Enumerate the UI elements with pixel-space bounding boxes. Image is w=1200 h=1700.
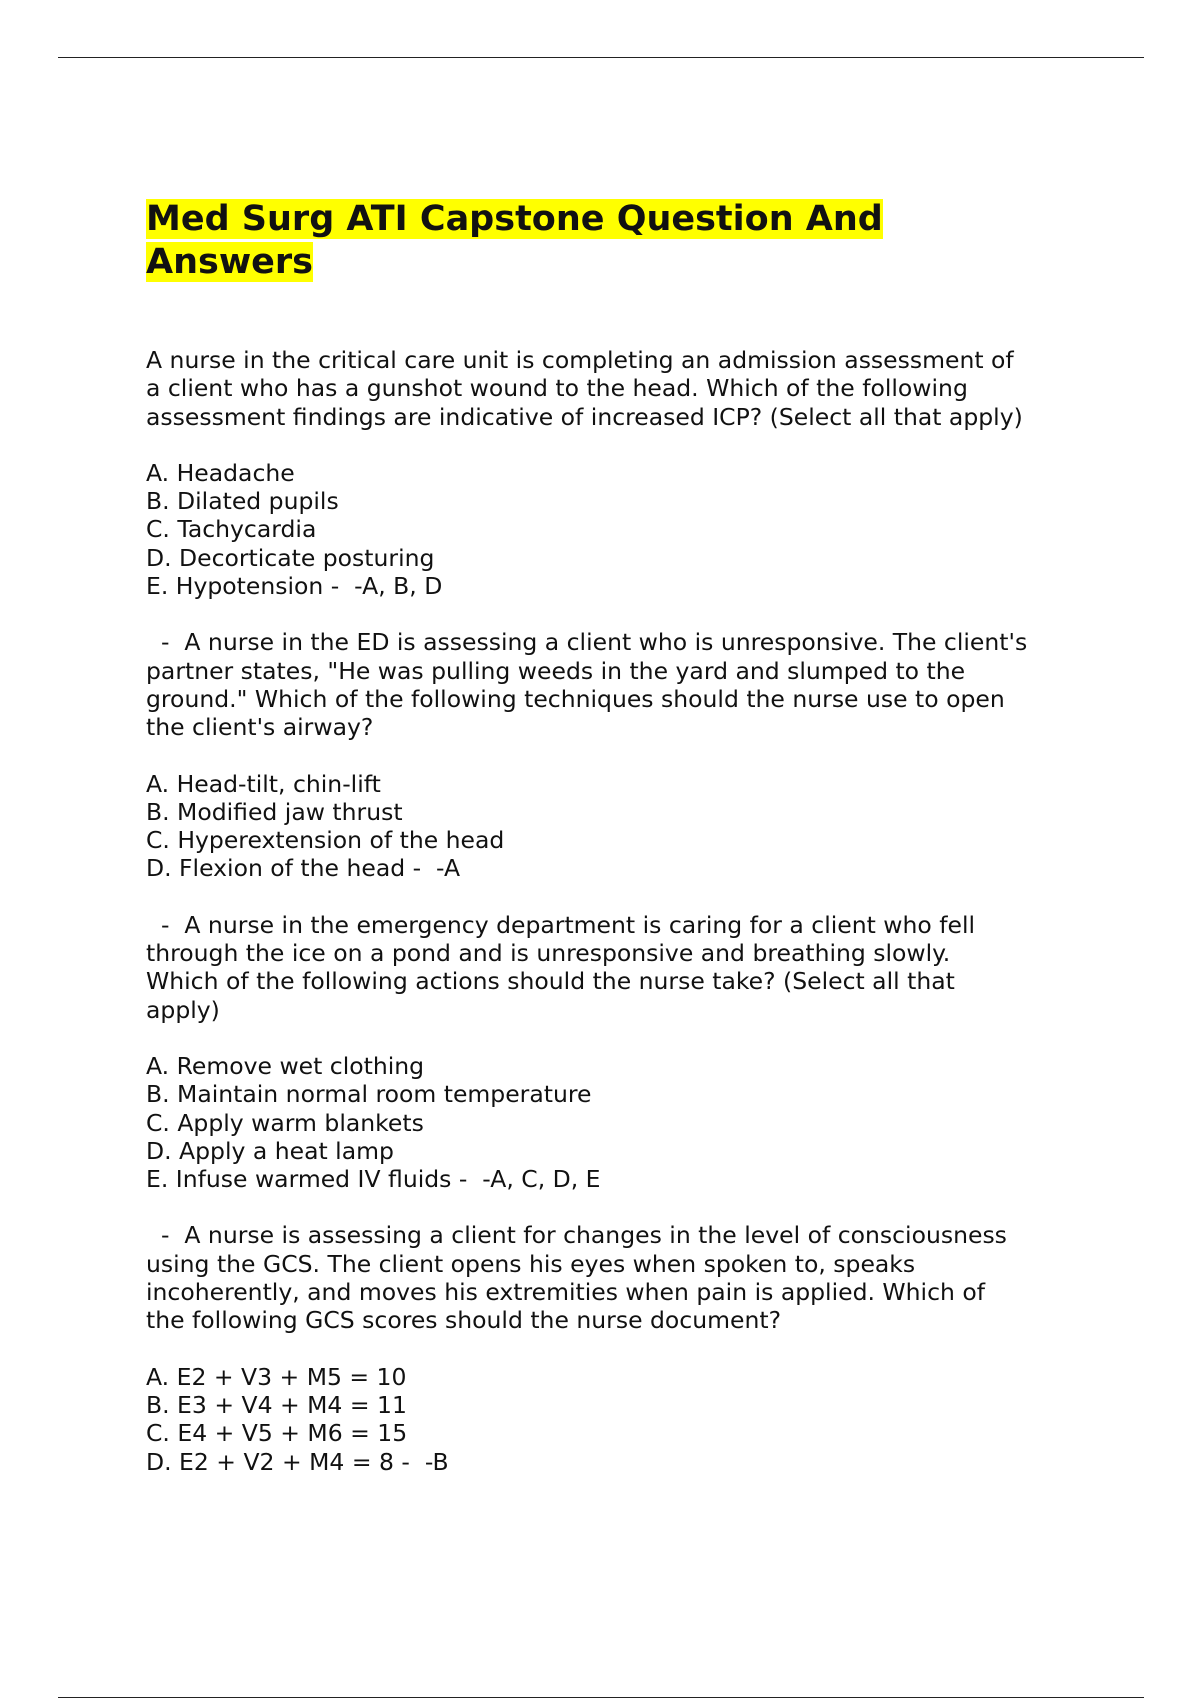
question-4-options (146, 1363, 1076, 1476)
question-4-option-a: A. E2 + V3 + M5 = 10 (146, 1362, 407, 1391)
question-2-line-2: partner states, "He was pulling weeds in the yard and slumped to the (146, 656, 966, 685)
question-4-line-4: the following GCS scores should the nurse document? (146, 1306, 782, 1335)
question-4-line-1: - A nurse is assessing a client for changes in the level of consciousness (146, 1221, 1007, 1250)
question-1-line-1: A nurse in the critical care unit is completing an admission assessment of (146, 346, 1014, 374)
question-1-text (146, 346, 1076, 431)
question-2-option-b: B. Modified jaw thrust (146, 797, 403, 826)
question-1 (146, 346, 1076, 600)
document-body (146, 198, 1076, 1476)
title-highlight-line-2: Answers (146, 242, 314, 282)
question-4 (146, 1221, 1076, 1475)
question-3-option-b: B. Maintain normal room temperature (146, 1080, 592, 1109)
question-4-option-d: D. E2 + V2 + M4 = 8 - -B (146, 1447, 449, 1476)
question-4-option-c: C. E4 + V5 + M6 = 15 (146, 1419, 408, 1448)
question-1-option-b: B. Dilated pupils (146, 487, 339, 516)
question-3-option-a: A. Remove wet clothing (146, 1051, 425, 1080)
question-2-option-d: D. Flexion of the head - -A (146, 854, 461, 883)
question-3-option-e: E. Infuse warmed IV fluids - -A, C, D, E (146, 1165, 601, 1194)
question-4-line-2: using the GCS. The client opens his eyes when spoken to, speaks (146, 1249, 916, 1278)
title-highlight-line-1: Med Surg ATI Capstone Question And (146, 199, 883, 239)
bottom-divider (58, 1697, 1144, 1698)
question-2-text (146, 628, 1076, 741)
question-4-text (146, 1221, 1076, 1334)
question-2-option-c: C. Hyperextension of the head (146, 826, 505, 855)
question-1-options (146, 459, 1076, 600)
question-2 (146, 628, 1076, 882)
question-4-line-3: incoherently, and moves his extremities when pain is applied. Which of (146, 1278, 986, 1307)
document-title (146, 198, 1076, 284)
question-2-line-3: ground." Which of the following techniques should the nurse use to open (146, 684, 1005, 713)
question-2-line-1: - A nurse in the ED is assessing a client who is unresponsive. The client's (146, 628, 1028, 657)
question-3-line-2: through the ice on a pond and is unresponsive and breathing slowly. (146, 939, 951, 968)
question-3-option-d: D. Apply a heat lamp (146, 1136, 394, 1165)
question-1-line-3: assessment findings are indicative of increased ICP? (Select all that apply) (146, 402, 1023, 431)
question-1-option-e: E. Hypotension - -A, B, D (146, 572, 443, 601)
question-1-option-d: D. Decorticate posturing (146, 543, 435, 572)
question-3-line-1: - A nurse in the emergency department is caring for a client who fell (146, 910, 976, 939)
question-3-option-c: C. Apply warm blankets (146, 1108, 424, 1137)
question-2-options (146, 770, 1076, 883)
question-1-option-c: C. Tachycardia (146, 515, 317, 544)
question-3-line-3: Which of the following actions should the nurse take? (Select all that (146, 967, 955, 996)
question-3 (146, 911, 1076, 1194)
question-2-line-4: the client's airway? (146, 713, 374, 742)
question-2-option-a: A. Head-tilt, chin-lift (146, 769, 381, 798)
top-divider (58, 57, 1144, 58)
question-3-text (146, 911, 1076, 1024)
question-3-options (146, 1052, 1076, 1193)
question-3-line-4: apply) (146, 995, 220, 1024)
question-1-line-2: a client who has a gunshot wound to the head. Which of the following (146, 374, 968, 403)
question-4-option-b: B. E3 + V4 + M4 = 11 (146, 1390, 407, 1419)
question-1-option-a: A. Headache (146, 458, 295, 487)
